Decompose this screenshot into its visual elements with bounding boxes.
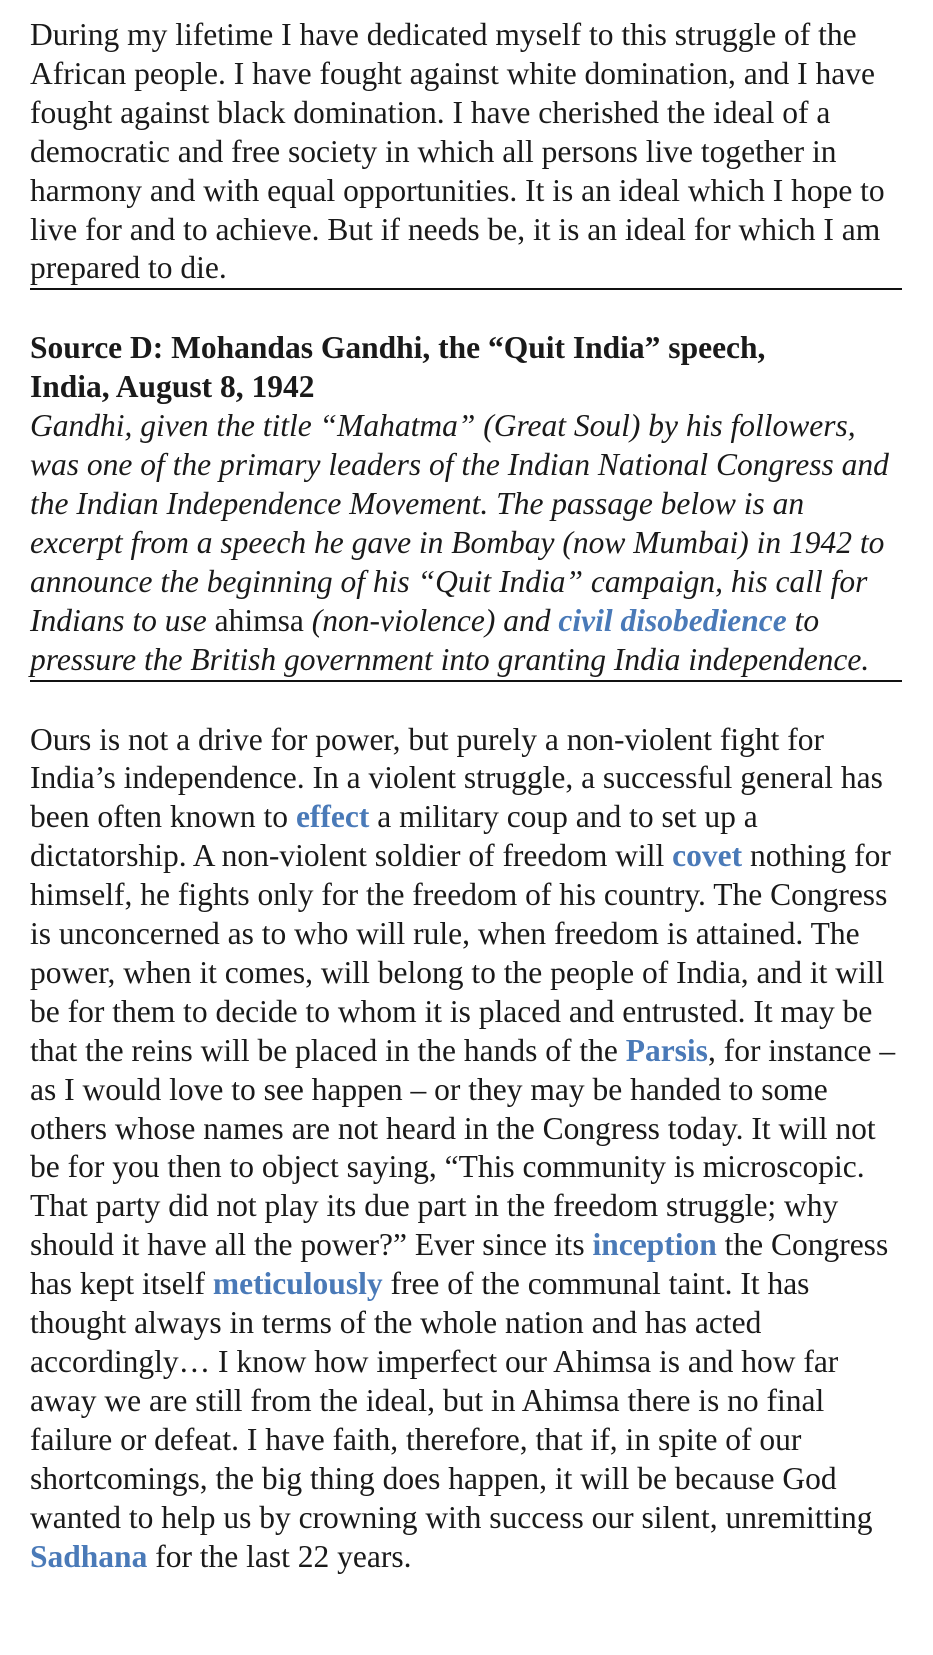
source-d-heading (30, 329, 902, 407)
intro-text-part1: Gandhi, given the title “Mahatma” (Great Soul) by his followers, was one of the primary leaders of the Indian National Congress and the Indian Independence Movement. The passage below is an excerpt from a speech he gave in Bombay (now Mumbai) in 1942 to announce the beginning of his “Quit India” campaign, his call for Indians to use (30, 408, 889, 638)
document-page (30, 16, 902, 1576)
source-d-heading-line1: Source D: Mohandas Gandhi, the “Quit India” speech, (30, 330, 766, 366)
speech-text: a military coup and to set up a dictatorship. A non-violent soldier of freedom will (30, 799, 758, 874)
gandhi-speech-paragraph (30, 721, 902, 1577)
intro-term-ahimsa: ahimsa (214, 602, 304, 638)
intro-text-part3: to pressure the British government into granting India independence. (30, 602, 870, 677)
vocab-link-sadhana[interactable]: Sadhana (30, 1538, 148, 1574)
spacer (30, 290, 902, 329)
mandela-excerpt-paragraph: During my lifetime I have dedicated myself to this struggle of the African people. I have fought against white domination, and I have fought against black domination. I have cherished the ideal of a democratic and free society in which all persons live together in harmony and with equal opportunities. It is an ideal which I hope to live for and to achieve. But if needs be, it is an ideal for which I am prepared to die. (30, 17, 885, 286)
source-d-block (30, 329, 902, 681)
vocab-link-meticulously[interactable]: meticulously (212, 1266, 383, 1302)
intro-text-part2: (non-violence) and (303, 602, 559, 638)
vocab-link-civil-disobedience[interactable]: civil disobedience (558, 602, 787, 638)
mandela-excerpt-block (30, 16, 902, 290)
vocab-link-effect[interactable]: effect (295, 799, 370, 835)
speech-text: the Congress has kept itself (30, 1227, 889, 1302)
vocab-link-inception[interactable]: inception (592, 1227, 717, 1263)
speech-text: free of the communal taint. It has thought always in terms of the whole nation and has acted accordingly… I know how imperfect our Ahimsa is and how far away we are still from the ideal, but in Ahimsa there is no final failure or defeat. I have faith, therefore, that if, in spite of our shortcomings, the big thing does happen, it will be because God wanted to help us by crowning with success our silent, unremitting (30, 1266, 873, 1535)
source-d-heading-line2: India, August 8, 1942 (30, 369, 315, 405)
spacer (30, 682, 902, 721)
speech-text: Ours is not a drive for power, but purely a non-violent fight for India’s independence. In a violent struggle, a successful general has been often known to (30, 721, 883, 835)
speech-text: for the last 22 years. (147, 1538, 412, 1574)
vocab-link-parsis[interactable]: Parsis (625, 1032, 708, 1068)
speech-text: nothing for himself, he fights only for the freedom of his country. The Congress is unconcerned as to who will rule, when freedom is attained. The power, when it comes, will belong to the people of India, and it will be for them to decide to whom it is placed and entrusted. It may be that the reins will be placed in the hands of the (30, 838, 891, 1068)
vocab-link-covet[interactable]: covet (672, 838, 743, 874)
speech-text: , for instance – as I would love to see happen – or they may be handed to some others whose names are not heard in the Congress today. It will not be for you then to object saying, “This community is microscopic. That party did not play its due part in the freedom struggle; why should it have all the power?” Ever since its (30, 1032, 896, 1263)
source-d-intro (30, 407, 902, 679)
